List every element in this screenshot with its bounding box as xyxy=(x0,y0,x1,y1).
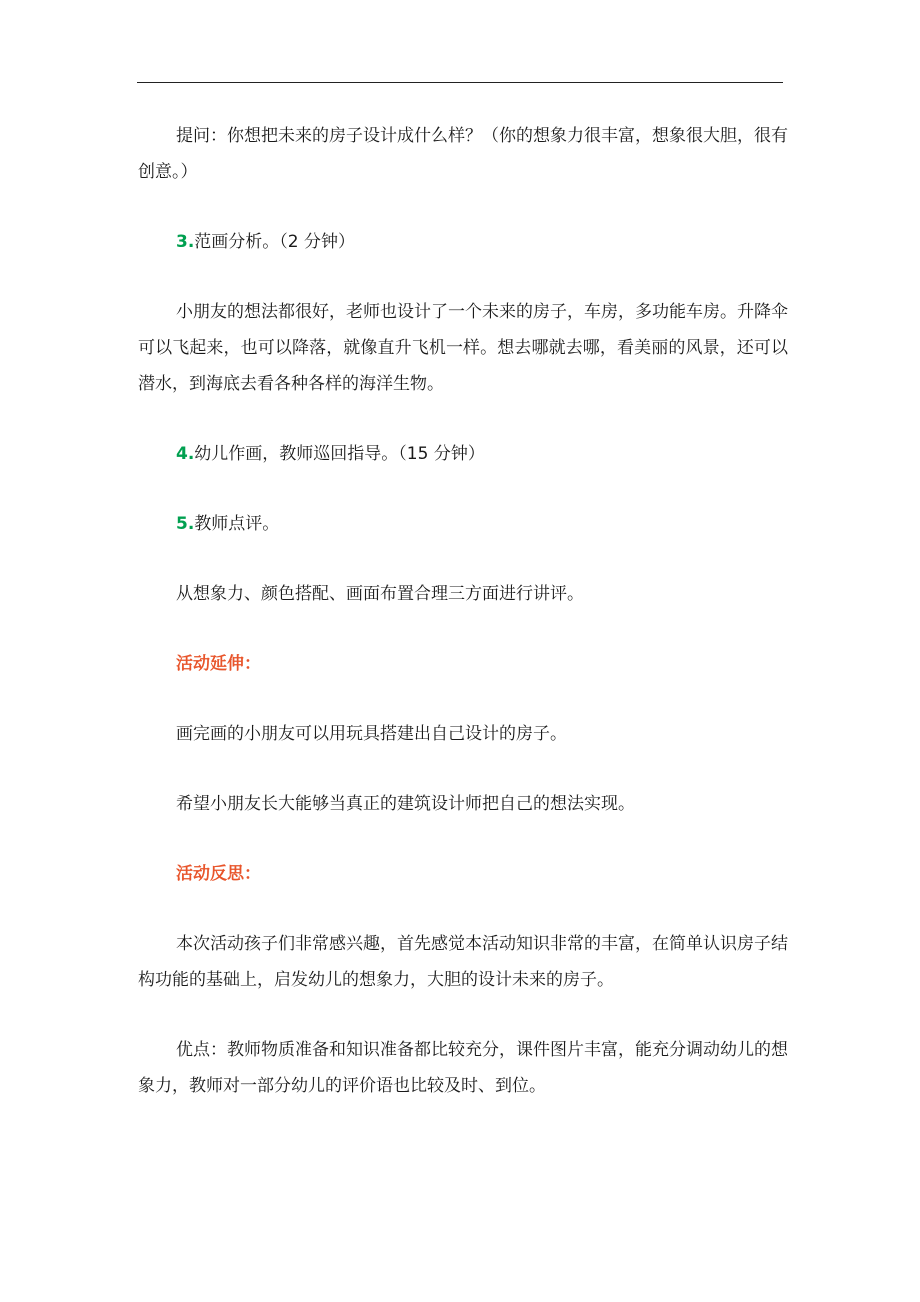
document-body xyxy=(138,118,788,1104)
header-rule xyxy=(137,82,783,83)
reflection-paragraph-1: 本次活动孩子们非常感兴趣，首先感觉本活动知识非常的丰富，在简单认识房子结构功能的基础上，启发幼儿的想象力，大胆的设计未来的房子。 xyxy=(138,934,788,990)
extension-paragraph-2: 希望小朋友长大能够当真正的建筑设计师把自己的想法实现。 xyxy=(176,794,635,814)
step-5 xyxy=(138,506,788,542)
step-4-number: 4. xyxy=(176,444,195,464)
extension-heading: 活动延伸： xyxy=(176,654,261,674)
reflection-paragraph-2: 优点：教师物质准备和知识准备都比较充分，课件图片丰富，能充分调动幼儿的想象力，教师对一部分幼儿的评价语也比较及时、到位。 xyxy=(138,1040,788,1096)
step-4-text: 幼儿作画，教师巡回指导。（15 分钟） xyxy=(194,444,485,464)
step-3 xyxy=(138,224,788,260)
sample-description-paragraph: 小朋友的想法都很好，老师也设计了一个未来的房子，车房，多功能车房。升降伞可以飞起来，也可以降落，就像直升飞机一样。想去哪就去哪，看美丽的风景，还可以潜水，到海底去看各种各样的海洋生物。 xyxy=(138,302,788,394)
review-description-paragraph: 从想象力、颜色搭配、画面布置合理三方面进行讲评。 xyxy=(176,584,584,604)
extension-paragraph-1: 画完画的小朋友可以用玩具搭建出自己设计的房子。 xyxy=(176,724,567,744)
step-4 xyxy=(138,436,788,472)
step-5-number: 5. xyxy=(176,514,195,534)
step-3-number: 3. xyxy=(176,232,195,252)
step-5-text: 教师点评。 xyxy=(194,514,280,534)
reflection-heading: 活动反思： xyxy=(176,864,261,884)
step-3-text: 范画分析。（2 分钟） xyxy=(194,232,356,252)
question-paragraph: 提问：你想把未来的房子设计成什么样？（你的想象力很丰富，想象很大胆，很有创意。） xyxy=(138,126,788,182)
